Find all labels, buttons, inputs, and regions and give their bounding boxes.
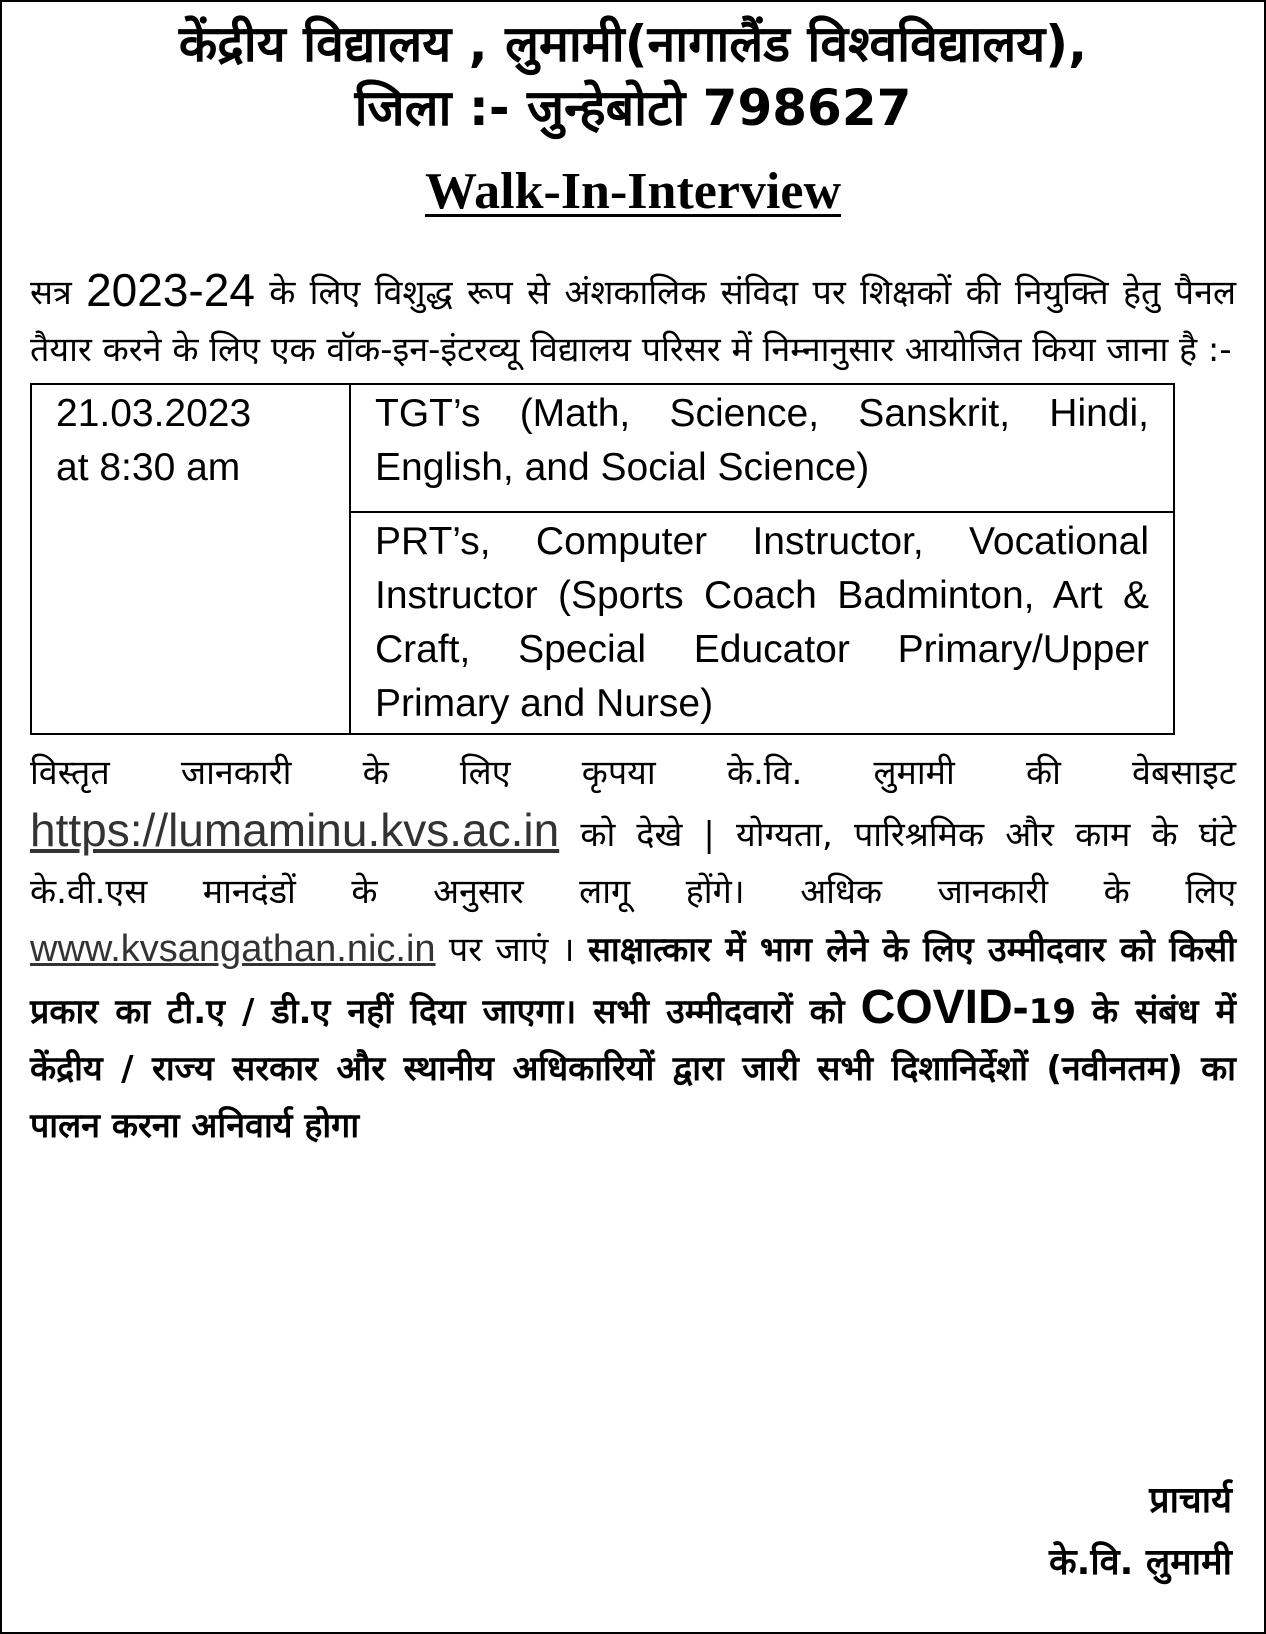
- covid-number: 19: [1028, 992, 1076, 1032]
- school-website-link[interactable]: https://lumaminu.kvs.ac.in: [30, 804, 560, 856]
- title-line-1: केंद्रीय विद्यालय , लुमामी(नागालैंड विश्वविद्यालय),: [178, 15, 1088, 73]
- interview-date: 21.03.2023: [56, 392, 252, 435]
- signature-block: [1049, 1470, 1232, 1594]
- intro-paragraph: [30, 262, 1236, 379]
- intro-text: के लिए विशुद्ध रूप से अंशकालिक संविदा पर शिक्षकों की नियुक्ति हेतु पैनल तैयार करने के लिए एक वॉक-इन-इंटरव्यू विद्यालय परिसर में निम्नानुसार आयोजित किया जाना है :-: [30, 273, 1236, 370]
- ta-da-notice: साक्षात्कार में भाग लेने के लिए उम्मीदवार को किसी प्रकार का टी.ए / डी.ए नहीं दिया जाएगा। सभी उम्मीदवारों को: [30, 930, 1237, 1032]
- notice-title: [30, 12, 1236, 140]
- covid-guidelines-text: के संबंध में केंद्रीय / राज्य सरकार और स्थानीय अधिकारियों द्वारा जारी सभी दिशानिर्देशों (नवीनतम) का पालन करना अनिवार्य होगा: [30, 992, 1236, 1146]
- session-year: 2023-24: [86, 264, 255, 316]
- subheading: [30, 162, 1236, 222]
- details-text-3: पर जाएं ।: [448, 930, 575, 970]
- posts-cell-prt: PRT’s, Computer Instructor, Vocational Instructor (Sports Coach Badminton, Art & Craft, Special Educator Primary/Upper Primary and Nurse): [350, 512, 1174, 734]
- table-row: [31, 384, 1174, 512]
- interview-time: at 8:30 am: [56, 446, 241, 489]
- details-text-2: को देखे | योग्यता, पारिश्रमिक और काम के घंटे के.वी.एस मानदंडों के अनुसार लागू होंगे। अधिक जानकारी के लिए: [30, 815, 1236, 912]
- title-line-2: जिला :- जुन्हेबोटो 798627: [354, 79, 912, 137]
- schedule-table: [30, 383, 1175, 735]
- principal-designation: प्राचार्य: [1149, 1480, 1232, 1521]
- date-time-cell: [31, 384, 350, 734]
- details-paragraph: [30, 745, 1236, 1155]
- posts-cell-tgt: TGT’s (Math, Science, Sanskrit, Hindi, English, and Social Science): [350, 384, 1174, 512]
- intro-prefix: सत्र: [30, 273, 72, 313]
- walk-in-interview-heading: Walk-In-Interview: [425, 163, 841, 220]
- details-text-1: विस्तृत जानकारी के लिए कृपया के.वि. लुमामी की वेबसाइट: [30, 753, 1236, 793]
- covid-label: COVID-: [860, 981, 1029, 1034]
- kvs-website-link[interactable]: www.kvsangathan.nic.in: [30, 928, 436, 970]
- school-name-signature: के.वि. लुमामी: [1049, 1542, 1232, 1583]
